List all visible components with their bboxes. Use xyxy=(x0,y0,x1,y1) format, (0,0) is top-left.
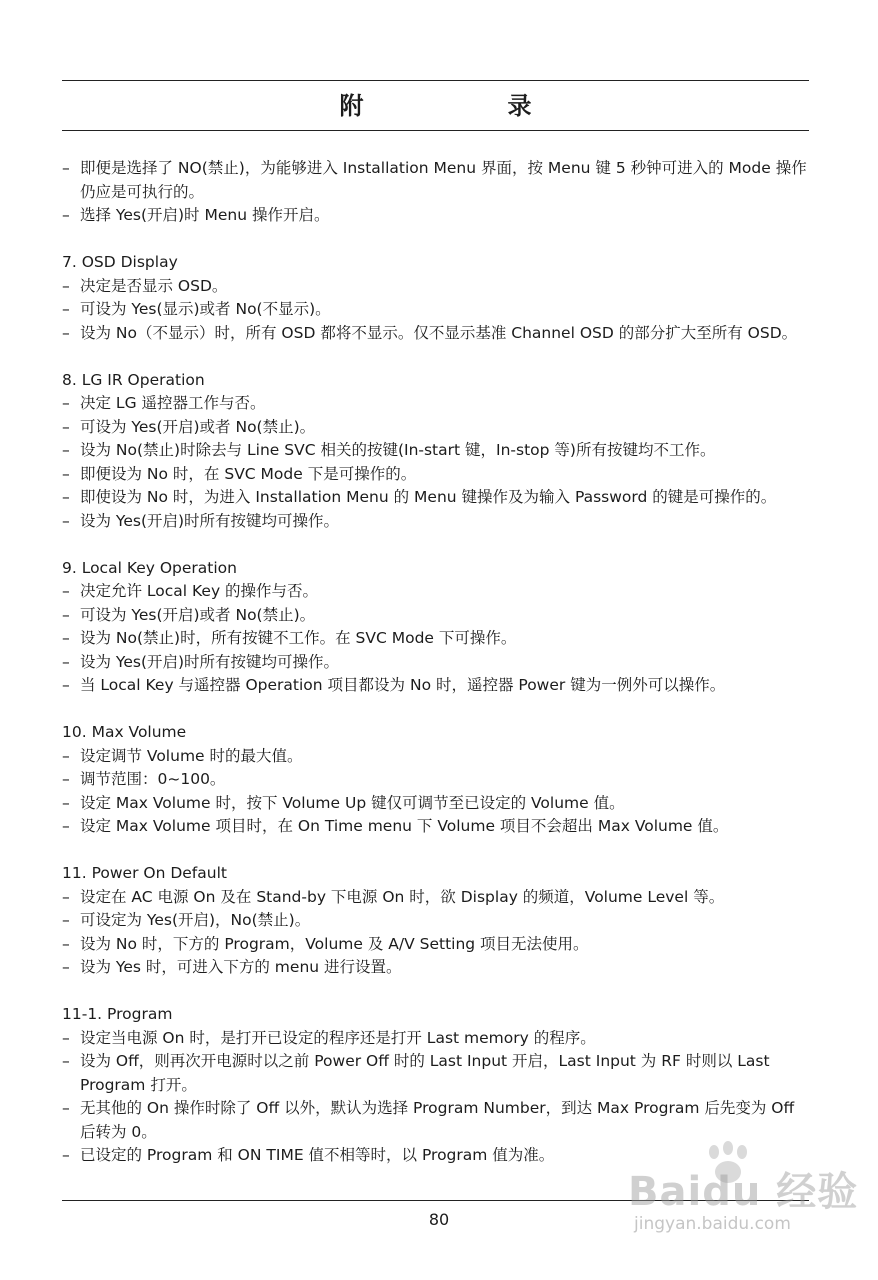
section-title: 9. Local Key Operation xyxy=(62,558,237,577)
dash-bullet-icon: – xyxy=(62,276,70,295)
list-item-text: 决定是否显示 OSD。 xyxy=(80,276,228,295)
list-item-text: 当 Local Key 与遥控器 Operation 项目都设为 No 时，遥控器 Power 键为一例外可以操作。 xyxy=(80,676,726,694)
dash-bullet-icon: – xyxy=(62,417,70,436)
section xyxy=(62,369,812,534)
dash-bullet-icon: – xyxy=(62,1028,70,1047)
dash-bullet-icon: – xyxy=(62,206,70,224)
list-item xyxy=(62,956,812,980)
list-item xyxy=(62,275,812,299)
dash-bullet-icon: – xyxy=(62,441,70,459)
section xyxy=(62,862,812,980)
dash-bullet-icon: – xyxy=(62,394,70,412)
dash-bullet-icon: – xyxy=(62,1099,70,1117)
page-number: 80 xyxy=(428,1210,450,1229)
list-item xyxy=(62,792,812,816)
list-item-text: 设为 Off，则再次开电源时以之前 Power Off 时的 Last Input 开启，Last Input 为 RF 时则以 Last Program 打开。 xyxy=(80,1052,770,1094)
dash-bullet-icon: – xyxy=(62,911,70,929)
list-item xyxy=(62,1050,812,1097)
watermark-url: jingyan.baidu.com xyxy=(634,1214,791,1234)
list-item xyxy=(62,745,812,769)
list-item-text: 设为 Yes(开启)时所有按键均可操作。 xyxy=(80,511,340,530)
list-item xyxy=(62,933,812,957)
list-item-text: 设为 Yes 时，可进入下方的 menu 进行设置。 xyxy=(80,958,402,976)
dash-bullet-icon: – xyxy=(62,464,70,483)
list-item xyxy=(62,815,812,839)
list-item xyxy=(62,204,812,228)
dash-bullet-icon: – xyxy=(62,488,70,506)
dash-bullet-icon: – xyxy=(62,511,70,530)
list-item xyxy=(62,157,812,204)
list-item-text: 决定 LG 遥控器工作与否。 xyxy=(80,394,266,412)
dash-bullet-icon: – xyxy=(62,159,70,177)
dash-bullet-icon: – xyxy=(62,958,70,976)
section-title: 11. Power On Default xyxy=(62,864,227,882)
dash-bullet-icon: – xyxy=(62,1052,70,1070)
section xyxy=(62,721,812,839)
list-item xyxy=(62,580,812,604)
dash-bullet-icon: – xyxy=(62,887,70,906)
list-item-text: 选择 Yes(开启)时 Menu 操作开启。 xyxy=(80,206,330,224)
list-item-text: 可设为 Yes(显示)或者 No(不显示)。 xyxy=(80,300,331,318)
section-title: 10. Max Volume xyxy=(62,723,187,741)
list-item xyxy=(62,651,812,675)
dash-bullet-icon: – xyxy=(62,652,70,671)
section-title: 7. OSD Display xyxy=(62,253,178,271)
list-item-text: 设定 Max Volume 项目时，在 On Time menu 下 Volume 项目不会超出 Max Volume 值。 xyxy=(80,817,729,835)
document-body xyxy=(62,157,812,1191)
list-item-text: 调节范围：0~100。 xyxy=(80,770,226,788)
list-item xyxy=(62,463,812,487)
list-item xyxy=(62,439,812,463)
list-item xyxy=(62,392,812,416)
list-item-text: 可设为 Yes(开启)或者 No(禁止)。 xyxy=(80,605,316,624)
list-item-text: 设定在 AC 电源 On 及在 Stand-by 下电源 On 时，欲 Display 的频道，Volume Level 等。 xyxy=(80,887,725,906)
title-underline xyxy=(62,130,809,131)
watermark-logo-text: Baidu 经验 xyxy=(628,1169,859,1215)
dash-bullet-icon: – xyxy=(62,793,70,812)
list-item-text: 设为 No 时，下方的 Program，Volume 及 A/V Setting 项目无法使用。 xyxy=(80,934,589,953)
dash-bullet-icon: – xyxy=(62,676,70,694)
list-item-text: 无其他的 On 操作时除了 Off 以外，默认为选择 Program Number，到达 Max Program 后先变为 Off 后转为 0。 xyxy=(80,1099,795,1141)
list-item-text: 设定当电源 On 时，是打开已设定的程序还是打开 Last memory 的程序。 xyxy=(80,1028,596,1047)
dash-bullet-icon: – xyxy=(62,582,70,600)
dash-bullet-icon: – xyxy=(62,605,70,624)
list-item xyxy=(62,298,812,322)
list-item xyxy=(62,322,812,346)
dash-bullet-icon: – xyxy=(62,323,70,342)
dash-bullet-icon: – xyxy=(62,934,70,953)
list-item-text: 可设为 Yes(开启)或者 No(禁止)。 xyxy=(80,417,316,436)
dash-bullet-icon: – xyxy=(62,746,70,765)
list-item-text: 设为 No(禁止)时除去与 Line SVC 相关的按键(In-start 键，In-stop 等)所有按键均不工作。 xyxy=(80,441,716,459)
list-item-text: 即便是选择了 NO(禁止)，为能够进入 Installation Menu 界面，按 Menu 键 5 秒钟可进入的 Mode 操作仍应是可执行的。 xyxy=(80,159,807,201)
list-item-text: 设定调节 Volume 时的最大值。 xyxy=(80,746,303,765)
section xyxy=(62,557,812,698)
dash-bullet-icon: – xyxy=(62,1146,70,1164)
section-title: 8. LG IR Operation xyxy=(62,370,205,389)
list-item xyxy=(62,486,812,510)
list-item xyxy=(62,1027,812,1051)
list-item xyxy=(62,510,812,534)
list-item xyxy=(62,909,812,933)
list-item-text: 即便设为 No 时，在 SVC Mode 下是可操作的。 xyxy=(80,464,417,483)
section xyxy=(62,251,812,345)
list-item-text: 可设定为 Yes(开启)，No(禁止)。 xyxy=(80,911,311,929)
dash-bullet-icon: – xyxy=(62,629,70,647)
list-item-text: 设为 No（不显示）时，所有 OSD 都将不显示。仅不显示基准 Channel OSD 的部分扩大至所有 OSD。 xyxy=(80,323,798,342)
list-item xyxy=(62,674,812,698)
dash-bullet-icon: – xyxy=(62,817,70,835)
list-item-text: 设为 Yes(开启)时所有按键均可操作。 xyxy=(80,652,340,671)
section-title: 11-1. Program xyxy=(62,1005,173,1023)
top-rule xyxy=(62,80,809,81)
list-item-text: 即使设为 No 时，为进入 Installation Menu 的 Menu 键操作及为输入 Password 的键是可操作的。 xyxy=(80,488,777,506)
list-item xyxy=(62,604,812,628)
list-item xyxy=(62,627,812,651)
list-item xyxy=(62,416,812,440)
list-item-text: 决定允许 Local Key 的操作与否。 xyxy=(80,582,319,600)
list-item xyxy=(62,768,812,792)
dash-bullet-icon: – xyxy=(62,300,70,318)
list-item-text: 设定 Max Volume 时，按下 Volume Up 键仅可调节至已设定的 Volume 值。 xyxy=(80,793,625,812)
list-item xyxy=(62,1097,812,1144)
page-title: 附 录 xyxy=(339,92,592,120)
dash-bullet-icon: – xyxy=(62,770,70,788)
list-item-text: 设为 No(禁止)时，所有按键不工作。在 SVC Mode 下可操作。 xyxy=(80,629,517,647)
baidu-jingyan-watermark xyxy=(618,1140,868,1250)
list-item-text: 已设定的 Program 和 ON TIME 值不相等时，以 Program 值为准。 xyxy=(80,1146,555,1164)
list-item xyxy=(62,886,812,910)
intro-section xyxy=(62,157,812,228)
